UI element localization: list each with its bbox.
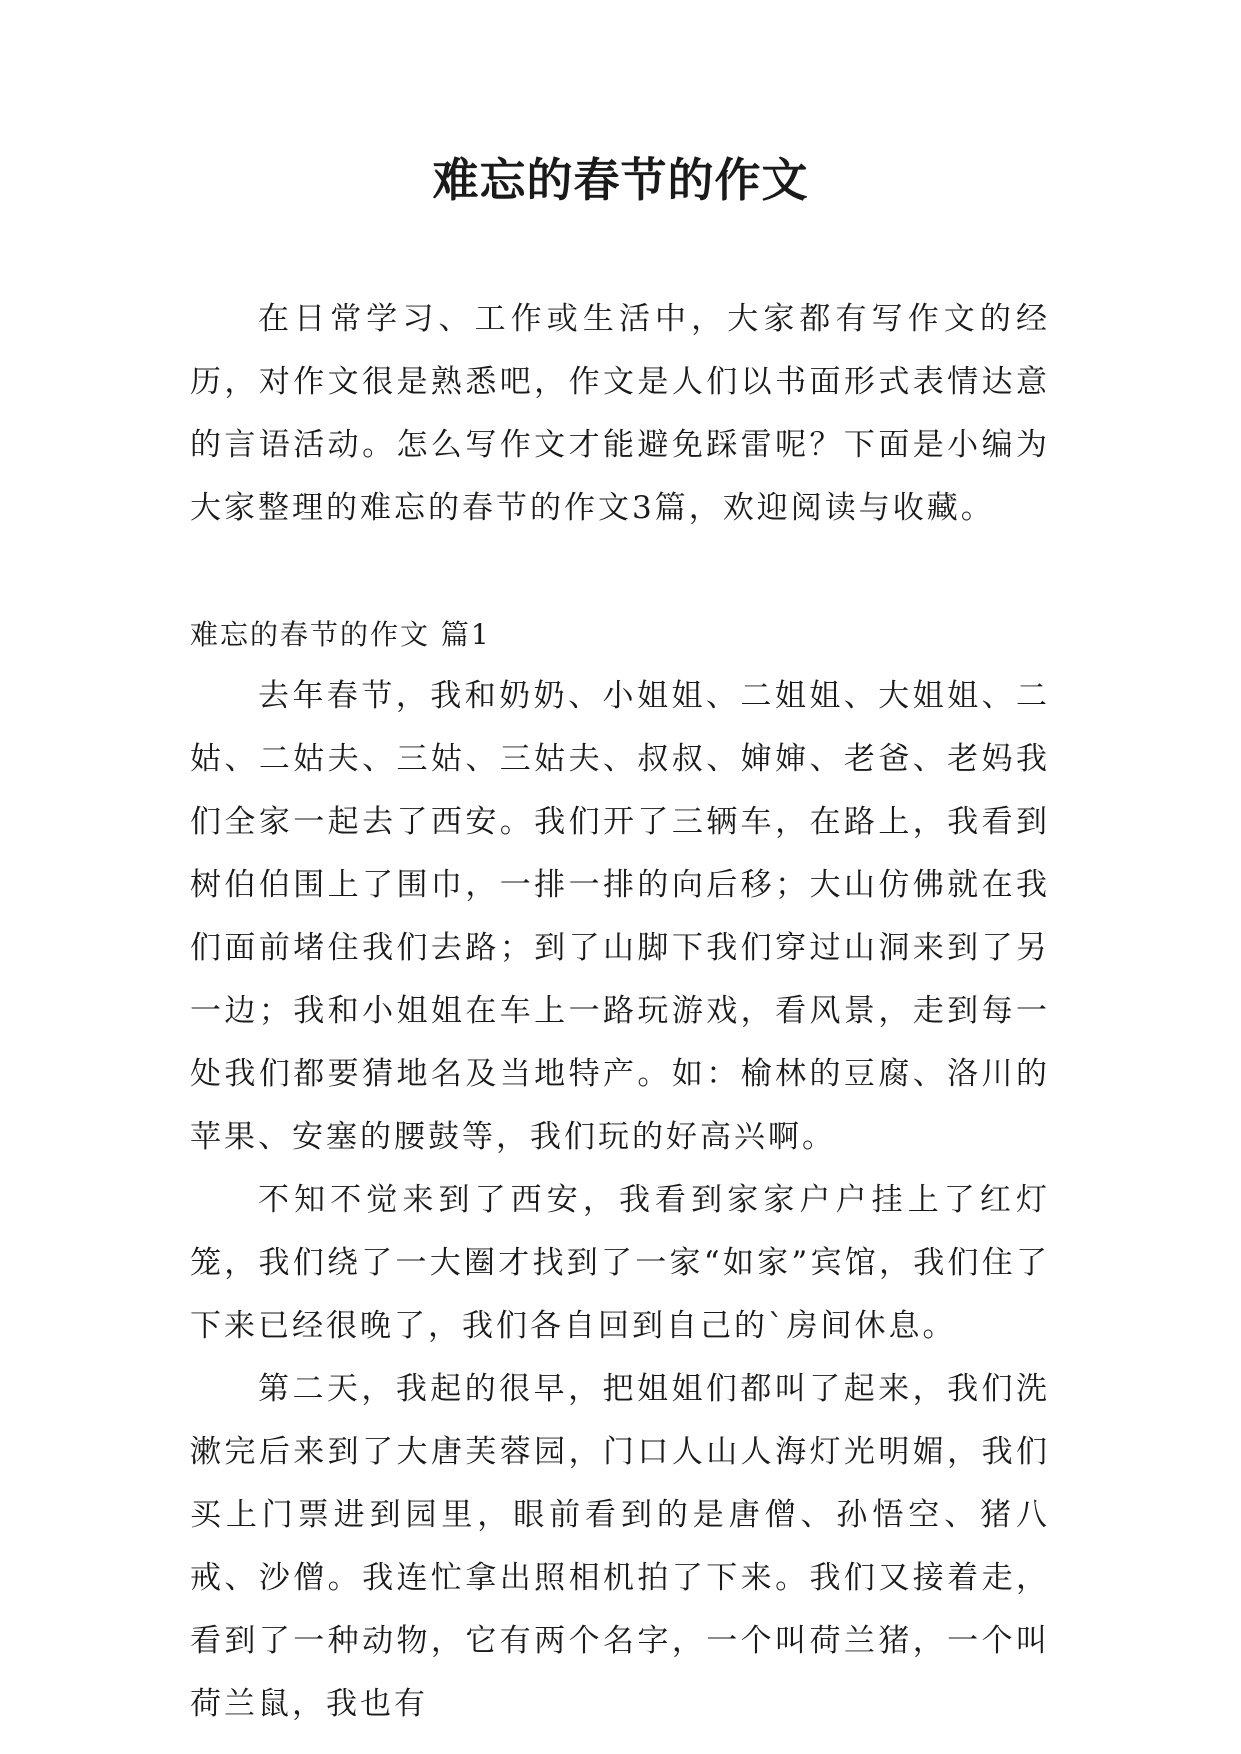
body-paragraph-1: 去年春节，我和奶奶、小姐姐、二姐姐、大姐姐、二姑、二姑夫、三姑、三姑夫、叔叔、婶婶、老爸、老妈我们全家一起去了西安。我们开了三辆车，在路上，我看到树伯伯围上了围巾，一排一排的向后移；大山仿佛就在我们面前堵住我们去路；到了山脚下我们穿过山洞来到了另一边；我和小姐姐在车上一路玩游戏，看风景，走到每一处我们都要猜地名及当地特产。如：榆林的豆腐、洛川的苹果、安塞的腰鼓等，我们玩的好高兴啊。 (190, 678, 1050, 1155)
intro-paragraph: 在日常学习、工作或生活中，大家都有写作文的经历，对作文很是熟悉吧，作文是人们以书面形式表情达意的言语活动。怎么写作文才能避免踩雷呢？下面是小编为大家整理的难忘的春节的作文3篇，欢迎阅读与收藏。 (190, 301, 1050, 526)
body-paragraph-2: 不知不觉来到了西安，我看到家家户户挂上了红灯笼，我们绕了一大圈才找到了一家“如家”宾馆，我们住了下来已经很晚了，我们各自回到自己的`房间休息。 (190, 1182, 1050, 1344)
body-paragraph-3: 第二天，我起的很早，把姐姐们都叫了起来，我们洗漱完后来到了大唐芙蓉园，门口人山人海灯光明媚，我们买上门票进到园里，眼前看到的是唐僧、孙悟空、猪八戒、沙僧。我连忙拿出照相机拍了下来。我们又接着走，看到了一种动物，它有两个名字，一个叫荷兰猪，一个叫荷兰鼠，我也有 (190, 1371, 1050, 1722)
document-title: 难忘的春节的作文 (432, 153, 809, 207)
section-heading: 难忘的春节的作文 篇1 (190, 618, 491, 651)
document-body (190, 288, 1050, 1736)
